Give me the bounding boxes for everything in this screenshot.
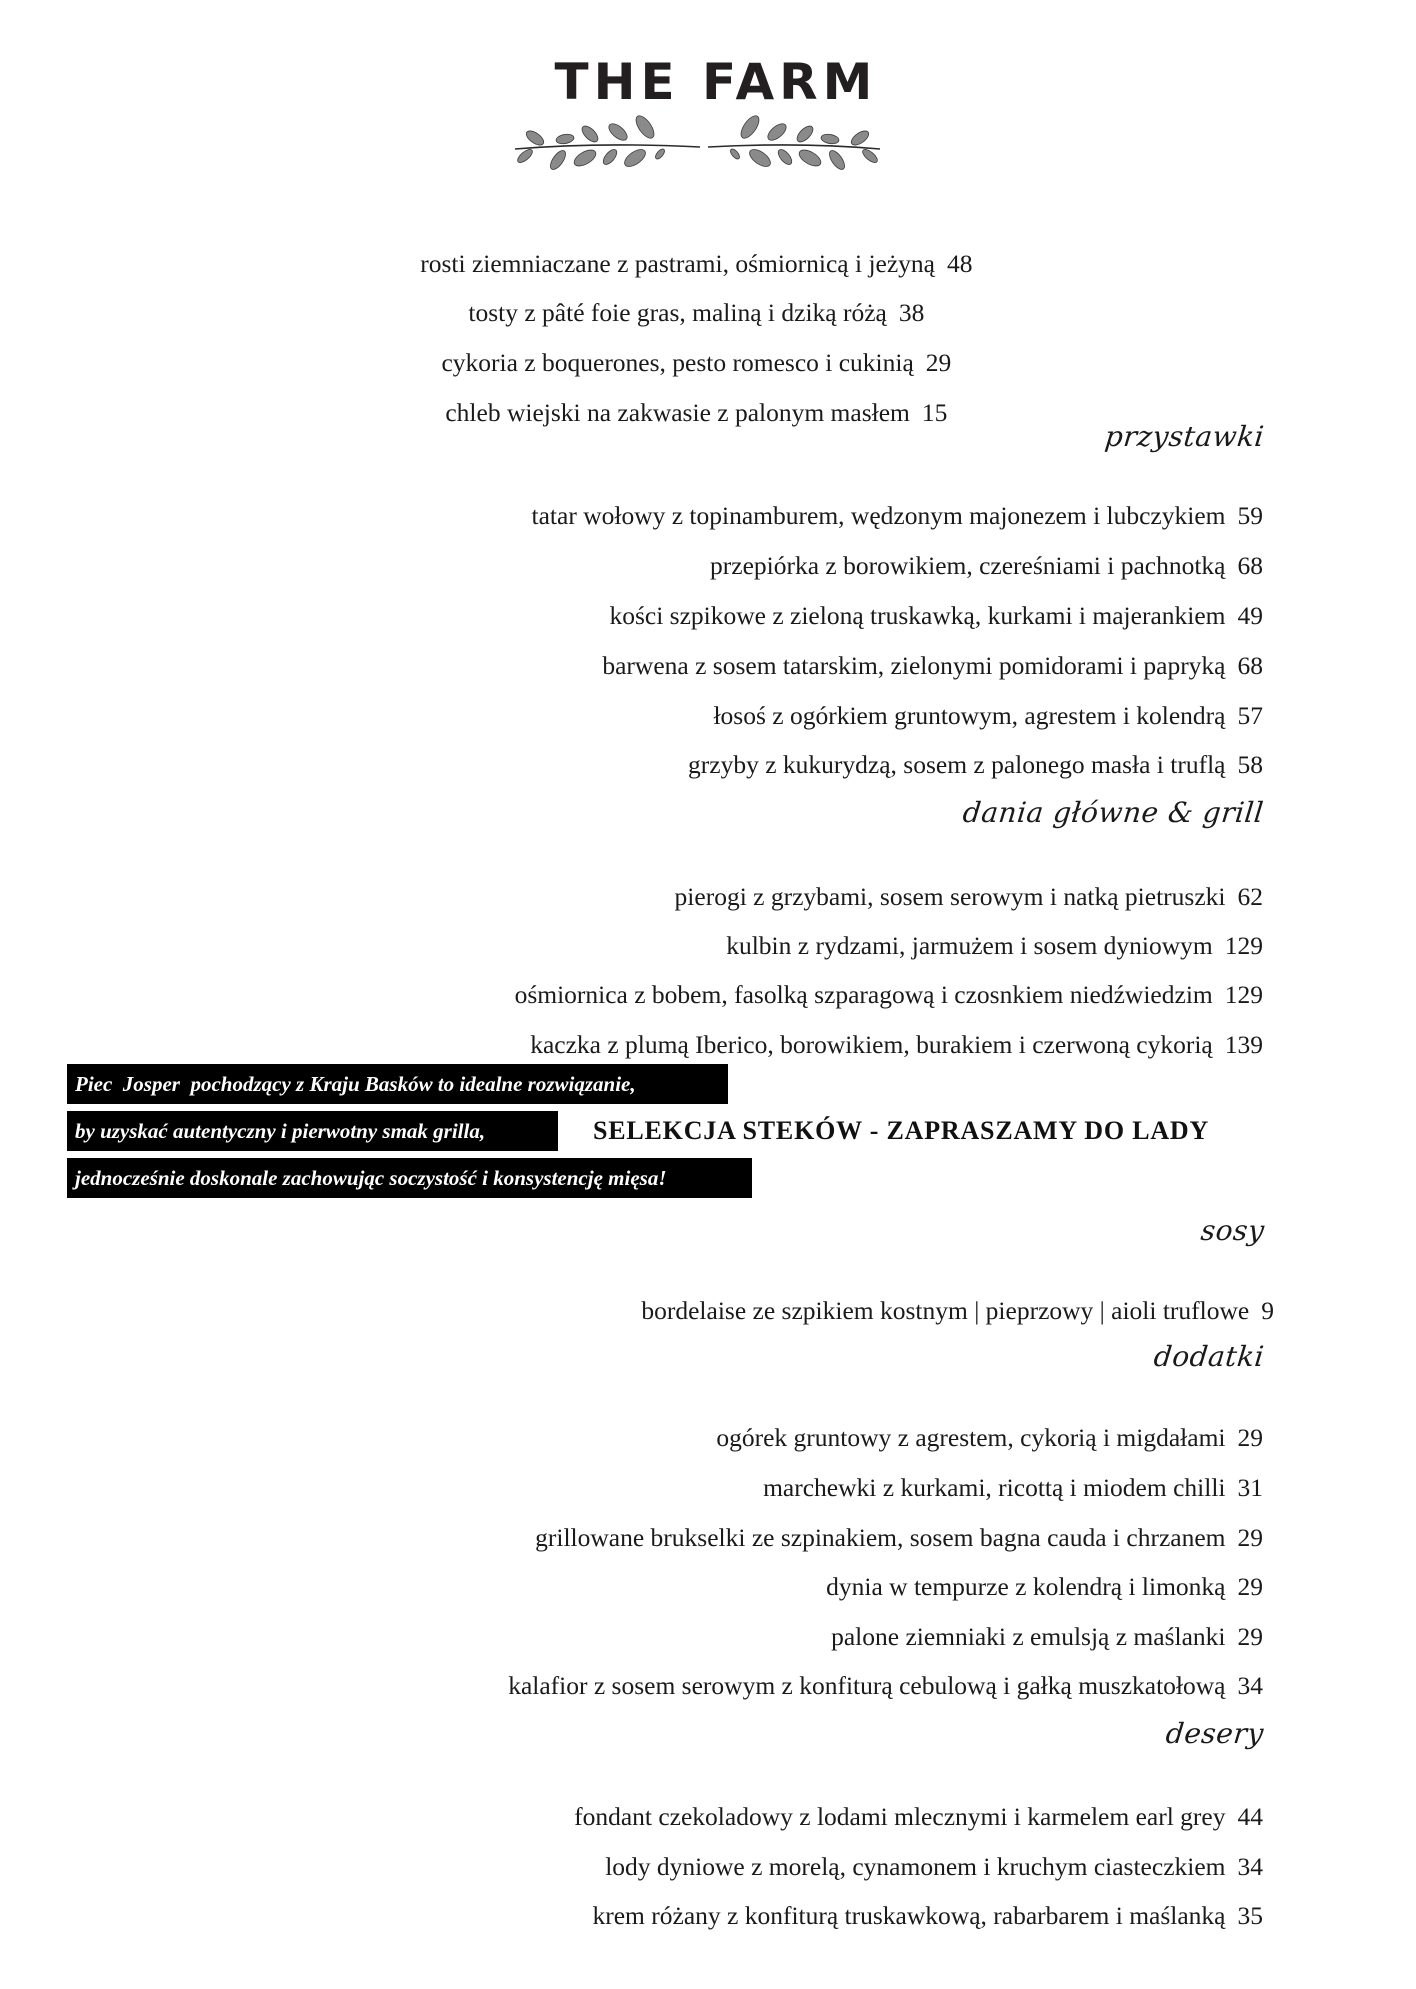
item-price: 48 bbox=[947, 249, 973, 278]
restaurant-title: THE FARM bbox=[554, 53, 878, 111]
item-name: ośmiornica z bobem, fasolką szparagową i czosnkiem niedźwiedzim bbox=[514, 980, 1213, 1009]
item-name: kaczka z plumą Iberico, borowikiem, burakiem i czerwoną cykorią bbox=[530, 1030, 1213, 1059]
menu-item bbox=[580, 1868, 1263, 1932]
josper-note-line: jednocześnie doskonale zachowując soczystość i konsystencję mięsa! bbox=[67, 1158, 752, 1198]
item-price: 9 bbox=[1261, 1296, 1274, 1325]
item-price: 57 bbox=[1237, 701, 1263, 730]
item-name: bordelaise ze szpikiem kostnym | pieprzowy | aioli truflowe bbox=[641, 1296, 1250, 1325]
item-name: łosoś z ogórkiem gruntowym, agrestem i kolendrą bbox=[713, 701, 1226, 730]
item-price: 35 bbox=[1237, 1901, 1263, 1930]
item-price: 129 bbox=[1224, 931, 1263, 960]
item-name: rosti ziemniaczane z pastrami, ośmiornicą i jeżyną bbox=[420, 249, 935, 278]
item-price: 29 bbox=[1237, 1622, 1263, 1651]
item-price: 68 bbox=[1237, 551, 1263, 580]
item-price: 29 bbox=[1237, 1523, 1263, 1552]
item-name: kulbin z rydzami, jarmużem i sosem dyniowym bbox=[726, 931, 1213, 960]
item-name: dynia w tempurze z kolendrą i limonką bbox=[826, 1572, 1226, 1601]
section-heading-dodatki: dodatki bbox=[1152, 1340, 1266, 1373]
item-name: krem różany z konfiturą truskawkową, rabarbarem i maślanką bbox=[592, 1901, 1226, 1930]
item-price: 139 bbox=[1224, 1030, 1263, 1059]
item-price: 29 bbox=[1237, 1423, 1263, 1452]
item-price: 15 bbox=[921, 398, 948, 427]
item-name: tosty z pâté foie gras, maliną i dziką różą bbox=[468, 298, 887, 327]
item-name: chleb wiejski na zakwasie z palonym masłem bbox=[445, 398, 910, 427]
item-name: marchewki z kurkami, ricottą i miodem chilli bbox=[763, 1473, 1226, 1502]
item-price: 49 bbox=[1237, 601, 1263, 630]
item-name: barwena z sosem tatarskim, zielonymi pomidorami i papryką bbox=[602, 651, 1226, 680]
josper-note-line: Piec Josper pochodzący z Kraju Basków to idealne rozwiązanie, bbox=[67, 1064, 728, 1104]
item-name: fondant czekoladowy z lodami mlecznymi i karmelem earl grey bbox=[574, 1802, 1226, 1831]
item-name: kalafior z sosem serowym z konfiturą cebulową i gałką muszkatołową bbox=[508, 1671, 1226, 1700]
item-name: kości szpikowe z zieloną truskawką, kurkami i majerankiem bbox=[609, 601, 1226, 630]
section-heading-przystawki: przystawki bbox=[1103, 420, 1266, 453]
leaf-branch-ornament-icon bbox=[510, 114, 885, 174]
menu-item bbox=[495, 1638, 1263, 1702]
item-price: 68 bbox=[1237, 651, 1263, 680]
josper-note-line: by uzyskać autentyczny i pierwotny smak grilla, bbox=[67, 1111, 558, 1151]
item-name: cykoria z boquerones, pesto romesco i cukinią bbox=[441, 348, 914, 377]
item-price: 59 bbox=[1237, 501, 1263, 530]
item-price: 34 bbox=[1237, 1671, 1263, 1700]
item-price: 31 bbox=[1237, 1473, 1263, 1502]
item-price: 38 bbox=[898, 298, 925, 327]
menu-item bbox=[629, 1263, 1274, 1327]
item-name: ogórek gruntowy z agrestem, cykorią i migdałami bbox=[716, 1423, 1226, 1452]
item-name: tatar wołowy z topinamburem, wędzonym majonezem i lubczykiem bbox=[531, 501, 1226, 530]
item-price: 44 bbox=[1237, 1802, 1263, 1831]
item-price: 129 bbox=[1224, 980, 1263, 1009]
section-heading-dania-glowne: dania główne & grill bbox=[961, 796, 1266, 829]
item-price: 34 bbox=[1237, 1852, 1263, 1881]
item-name: lody dyniowe z morelą, cynamonem i kruchym ciasteczkiem bbox=[605, 1852, 1226, 1881]
item-name: palone ziemniaki z emulsją z maślanki bbox=[831, 1622, 1226, 1651]
item-name: grillowane brukselki ze szpinakiem, sosem bagna cauda i chrzanem bbox=[535, 1523, 1226, 1552]
item-name: grzyby z kukurydzą, sosem z palonego masła i truflą bbox=[688, 750, 1226, 779]
item-price: 29 bbox=[925, 348, 952, 377]
item-name: pierogi z grzybami, sosem serowym i natką pietruszki bbox=[674, 882, 1226, 911]
item-name: przepiórka z borowikiem, czereśniami i pachnotką bbox=[710, 551, 1226, 580]
menu-item bbox=[675, 717, 1263, 781]
section-heading-sosy: sosy bbox=[1198, 1214, 1266, 1247]
section-heading-desery: desery bbox=[1164, 1717, 1266, 1750]
item-price: 29 bbox=[1237, 1572, 1263, 1601]
item-price: 62 bbox=[1237, 882, 1263, 911]
menu-item bbox=[517, 997, 1263, 1061]
item-price: 58 bbox=[1237, 750, 1263, 779]
steak-selection-note: SELEKCJA STEKÓW - ZAPRASZAMY DO LADY bbox=[593, 1116, 1210, 1145]
